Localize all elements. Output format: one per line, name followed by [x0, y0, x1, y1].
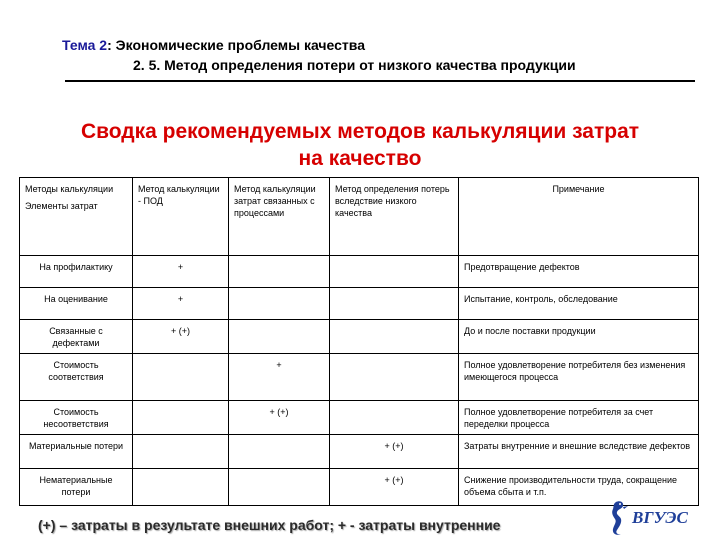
table-row: [20, 435, 699, 469]
slide-title: [20, 118, 700, 172]
cell-process: [229, 435, 330, 469]
cell-pod: [133, 469, 229, 506]
cell-losses: [330, 288, 459, 320]
header-cell-methods: [20, 178, 133, 256]
subtopic-heading: 2. 5. Метод определения потери от низкого качества продукции: [133, 57, 576, 73]
legend-note: (+) – затраты в результате внешних работ; + - затраты внутренние: [38, 517, 501, 533]
cell-note: Полное удовлетворение потребителя за счет переделки процесса: [459, 401, 699, 435]
header-elements-text: Элементы затрат: [25, 201, 98, 211]
header-cell-losses: Метод определения потерь вследствие низкого качества: [330, 178, 459, 256]
table-row: [20, 256, 699, 288]
cell-note: До и после поставки продукции: [459, 320, 699, 354]
header-cell-process: Метод калькуляции затрат связанных с процессами: [229, 178, 330, 256]
cell-pod: +: [133, 288, 229, 320]
cell-losses: [330, 256, 459, 288]
header-divider: [65, 80, 695, 82]
table-row: [20, 354, 699, 401]
slide-title-line-2: на качество: [298, 147, 422, 170]
cell-note: Испытание, контроль, обследование: [459, 288, 699, 320]
cell-losses: [330, 320, 459, 354]
table-row: [20, 469, 699, 506]
cell-process: [229, 288, 330, 320]
cell-element: Стоимость несоответствия: [20, 401, 133, 435]
cell-process: + (+): [229, 401, 330, 435]
cell-pod: +: [133, 256, 229, 288]
cell-element: На профилактику: [20, 256, 133, 288]
cell-losses: + (+): [330, 469, 459, 506]
cell-note: Снижение производительности труда, сокращение объема сбыта и т.п.: [459, 469, 699, 506]
cell-pod: [133, 354, 229, 401]
cell-losses: [330, 401, 459, 435]
topic-title: Экономические проблемы качества: [111, 37, 365, 53]
costs-methods-table: [19, 177, 699, 506]
cell-element: Связанные с дефектами: [20, 320, 133, 354]
cell-note: Полное удовлетворение потребителя без изменения имеющегося процесса: [459, 354, 699, 401]
cell-process: +: [229, 354, 330, 401]
header-cell-note: Примечание: [459, 178, 699, 256]
table-row: [20, 320, 699, 354]
cell-element: Материальные потери: [20, 435, 133, 469]
topic-separator: :: [107, 37, 112, 53]
cell-pod: [133, 435, 229, 469]
seahorse-emblem-icon: [612, 501, 628, 535]
logo-wordmark: ВГУЭС: [632, 508, 688, 527]
table-row: [20, 401, 699, 435]
cell-element: Стоимость соответствия: [20, 354, 133, 401]
cell-note: Предотвращение дефектов: [459, 256, 699, 288]
university-logo: [606, 498, 710, 536]
slide-title-line-1: Сводка рекомендуемых методов калькуляции затрат: [80, 120, 640, 143]
cell-process: [229, 320, 330, 354]
cell-element: На оценивание: [20, 288, 133, 320]
table-row: [20, 288, 699, 320]
cell-note: Затраты внутренние и внешние вследствие дефектов: [459, 435, 699, 469]
cell-process: [229, 256, 330, 288]
cell-pod: [133, 401, 229, 435]
table-header-row: [20, 178, 699, 256]
topic-label: Тема 2: [62, 37, 108, 53]
cell-losses: [330, 354, 459, 401]
topic-heading: [62, 37, 365, 53]
cell-process: [229, 469, 330, 506]
cell-pod: + (+): [133, 320, 229, 354]
cell-losses: + (+): [330, 435, 459, 469]
header-cell-pod: Метод калькуляции - ПОД: [133, 178, 229, 256]
header-methods-text: Методы калькуляции: [25, 184, 114, 194]
cell-element: Нематериальные потери: [20, 469, 133, 506]
